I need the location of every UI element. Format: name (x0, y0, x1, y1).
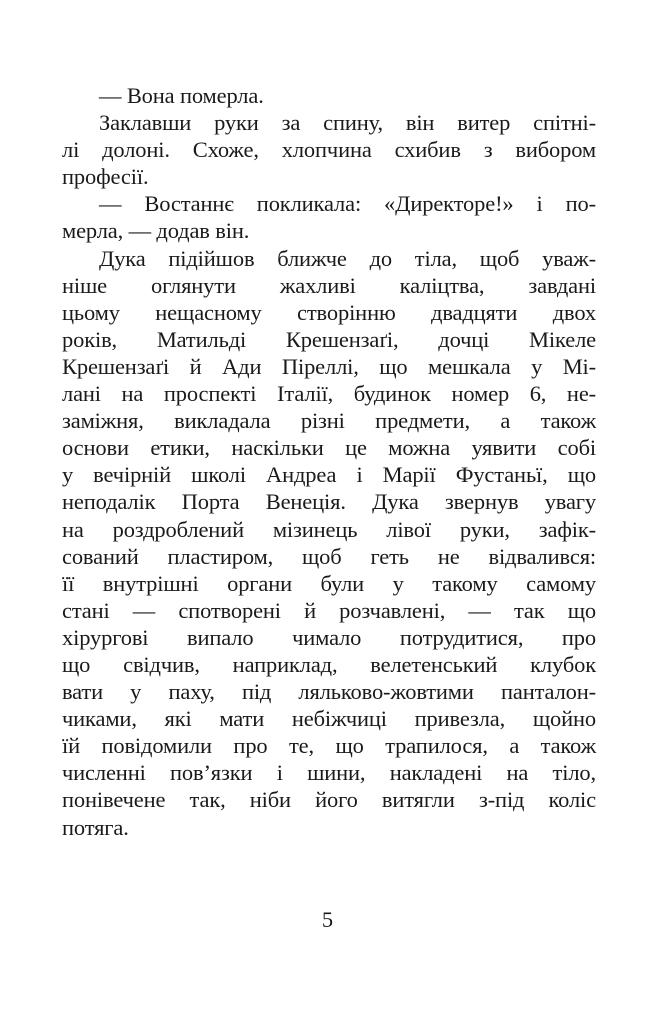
text-line: вати у паху, під ляльково-жовтими панталон- (62, 679, 596, 705)
text-line: у вечірній школі Андреа і Марії Фустаньї, що (62, 462, 596, 488)
text-line: потяга. (62, 814, 129, 840)
text-line: років, Матильді Крешензаґі, дочці Мікеле (62, 326, 596, 352)
text-line: заміжня, викладала різні предмети, а також (62, 408, 596, 434)
text-line: основи етики, наскільки це можна уявити собі (62, 435, 596, 461)
text-line: — Вона померла. (99, 83, 264, 108)
text-line: їй повідомили про те, що трапилося, а також (62, 733, 596, 759)
text-line: понівечене так, ніби його витягли з-під коліс (62, 787, 596, 813)
text-line: мерла, — додав він. (62, 218, 250, 244)
text-line: професії. (62, 164, 149, 190)
text-line: лі долоні. Схоже, хлопчина схибив з вибором (62, 137, 596, 163)
text-line: чиками, які мати небіжчиці привезла, щойно (62, 706, 596, 732)
text-line: що свідчив, наприклад, велетенський клубок (62, 651, 596, 677)
text-line: на роздроблений мізинець лівої руки, зафік- (62, 516, 596, 542)
text-line: лані на проспекті Італії, будинок номер 6, не- (62, 381, 596, 407)
text-line: неподалік Порта Венеція. Дука звернув увагу (62, 489, 596, 515)
text-line: Крешензаґі й Ади Піреллі, що мешкала у Мі- (62, 353, 596, 379)
text-line: цьому нещасному створінню двадцяти двох (62, 299, 596, 325)
text-line: хірургові випало чимало потрудитися, про (62, 624, 596, 650)
text-line: сований пластиром, щоб геть не відвалився: (62, 543, 596, 569)
text-line: Дука підійшов ближче до тіла, щоб уваж- (99, 245, 596, 271)
text-body (62, 82, 596, 841)
text-line: численні пов’язки і шини, накладені на тіло, (62, 760, 596, 786)
text-line: Заклавши руки за спину, він витер спітні- (99, 110, 596, 136)
text-line: ніше оглянути жахливі каліцтва, завдані (62, 272, 596, 298)
text-line: її внутрішні органи були у такому самому (62, 570, 596, 596)
text-line: стані — спотворені й розчавлені, — так що (62, 597, 596, 623)
page-number: 5 (321, 907, 334, 932)
text-line: — Востаннє покликала: «Директоре!» і по- (99, 191, 596, 217)
